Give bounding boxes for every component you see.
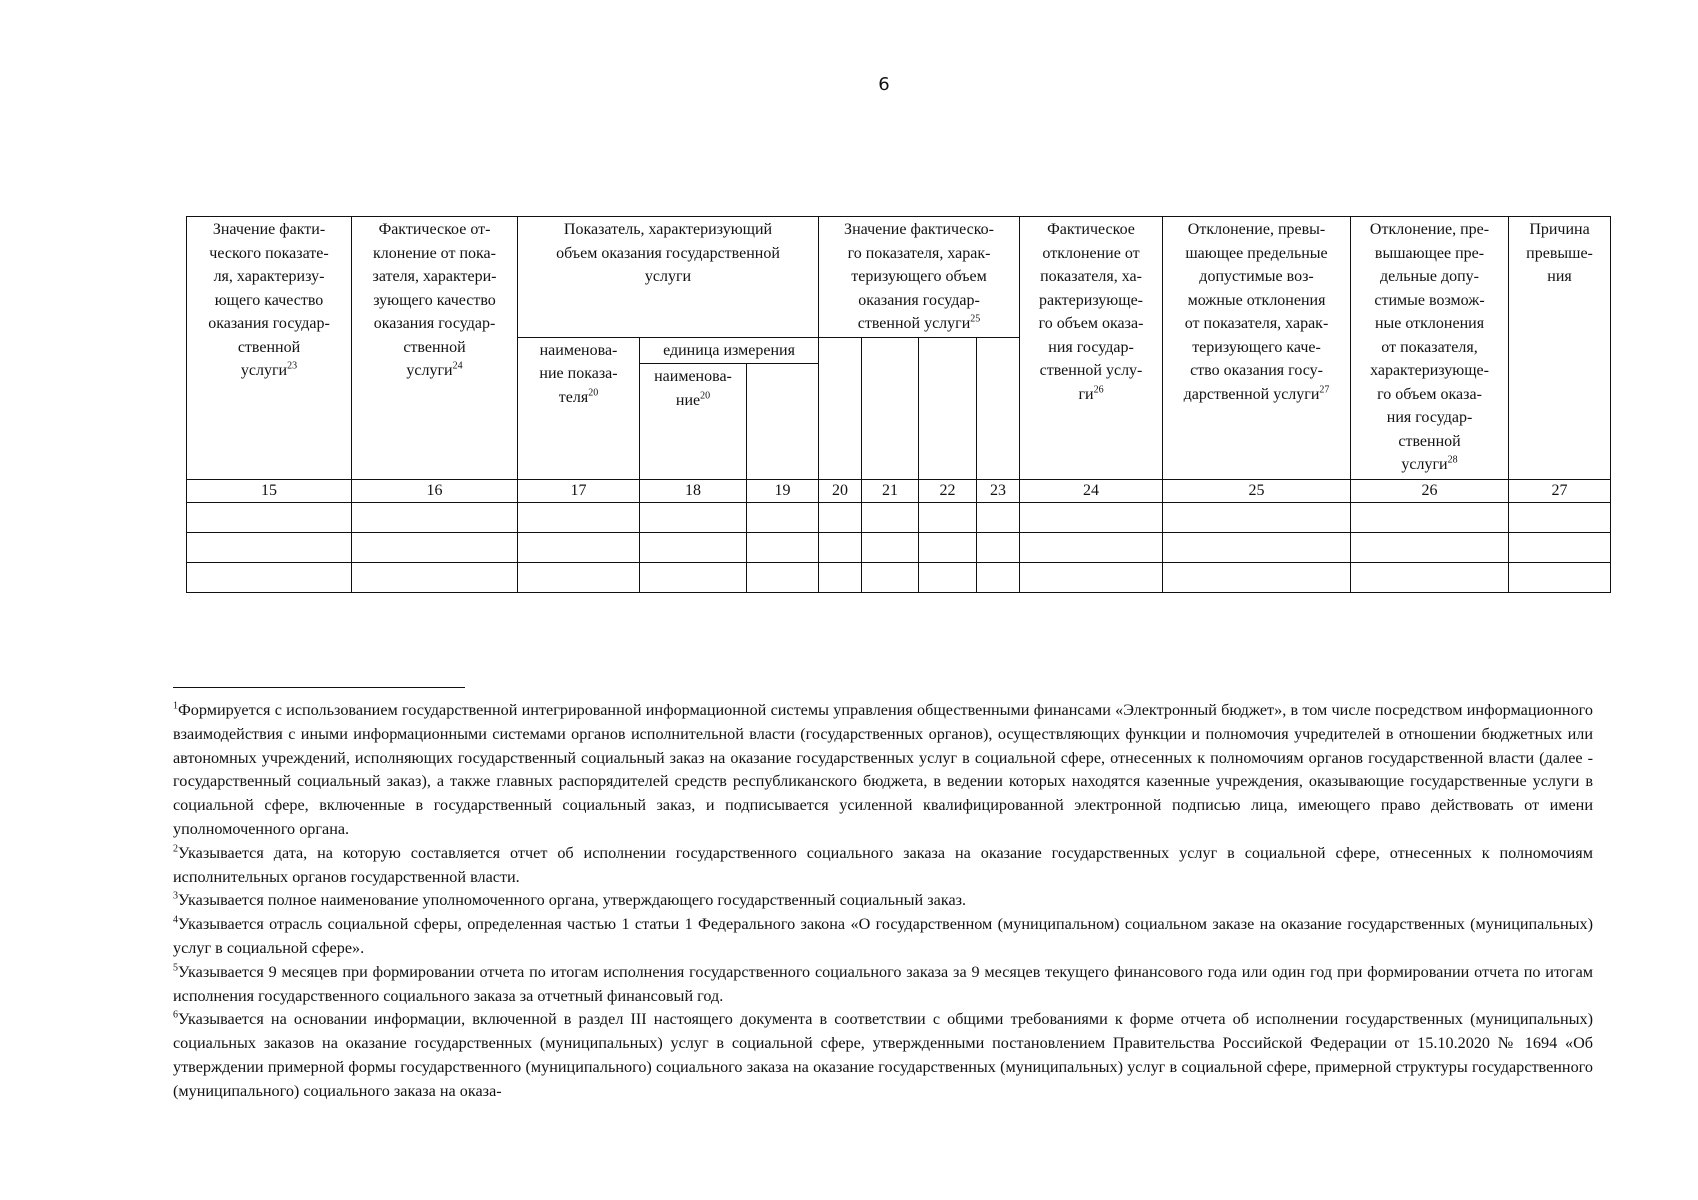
header-col16 [352,217,518,480]
header-col24 [1020,217,1163,480]
table-cell [187,503,352,533]
header-col23 [977,337,1020,480]
header-col15 [187,217,352,480]
table-cell [862,563,919,593]
table-cell [1163,563,1351,593]
table-cell [1351,533,1509,563]
table-cell [640,533,747,563]
header-col26 [1351,217,1509,480]
header-volume-indicator-group: Показатель, характеризующий объем оказания государственной услуги [518,217,819,338]
footnote-2: $^2$Указывается дата, на которую составляется отчет об исполнении государственного социального заказа на оказание государственных услуг в социальной сфере, отнесенных к полномочиям исполнительных органов государственной власти. [173,843,1593,886]
table-cell [1020,503,1163,533]
table-cell [1509,533,1611,563]
table-cell [819,503,862,533]
column-number: 26 [1351,480,1509,503]
table-cell [518,563,640,593]
footnote-4: $^4$Указывается отрасль социальной сферы, определенная частью 1 статьи 1 Федерального закона «О государственном (муниципальном) социальном заказе на оказание государственных (муниципальных) услуг в социальной сфере». [173,914,1593,957]
header-unit-group: единица измерения [640,337,819,364]
table-cell [518,533,640,563]
header-col24-text: Фактическое отклонение от показателя, ха- рактеризующе- го объем оказа- ния государ- ственной услу- $ги^{26}$ [1038,221,1144,403]
table-cell [747,563,819,593]
table-cell [1163,533,1351,563]
column-number: 24 [1020,480,1163,503]
header-col25-text: Отклонение, превы- шающее предельные допустимые воз- можные отклонения от показателя, харак- теризующего каче- ство оказания госу- дарственной услуги$^{27}$ [1183,221,1330,403]
table-row [187,503,1611,533]
footnote-6: $^6$Указывается на основании информации, включенной в раздел III настоящего документа в соответствии с общими требованиями к форме отчета об исполнении государственных (муниципальных) социальных заказов на оказание государственных (муниципальных) услуг в социальной сфере, утвержденными постановлением Правительства Российской Федерации от 15.10.2020 № 1694 «Об утверждении примерной формы государственного (муниципального) социального заказа на оказание государственных (муниципальных) услуг в социальной сфере, примерной структуры государственного (муниципального) социального заказа на оказа- [173,1009,1593,1100]
footnote-1: $^1$Формируется с использованием государственной интегрированной информационной системы управления общественными финансами «Электронный бюджет», в том числе посредством информационного взаимодействия с иными информационными системами органов исполнительной власти (государственных органов), осуществляющих функции и полномочия учредителей в отношении бюджетных или автономных учреждений, исполняющих государственный социальный заказ на оказание государственных услуг в социальной сфере, отнесенных к полномочиям органов государственной власти (далее - государственный социальный заказ), а также главных распорядителей средств республиканского бюджета, в ведении которых находятся казенные учреждения, оказывающие государственные услуги в социальной сфере, включенные в государственный социальный заказ, и подписывается усиленной квалифицированной электронной подписью лица, имеющего право действовать от имени уполномоченного органа. [173,700,1593,838]
column-number: 21 [862,480,919,503]
column-number: 20 [819,480,862,503]
column-number: 18 [640,480,747,503]
table-cell [919,533,977,563]
table-cell [747,533,819,563]
table-cell [1020,563,1163,593]
table-cell [1509,563,1611,593]
header-volume-actual-text: Значение фактическо- го показателя, харак- теризующего объем оказания государ- ственной услуги$^{25}$ [844,221,994,332]
header-col27: Причина превыше- ния [1509,217,1611,480]
table-cell [862,503,919,533]
table-cell [352,563,518,593]
table-cell [977,533,1020,563]
header-col18 [640,364,747,480]
table-cell [187,533,352,563]
table-cell [862,533,919,563]
table-cell [187,563,352,593]
header-col21 [862,337,919,480]
table-cell [1509,503,1611,533]
header-col17 [518,337,640,480]
column-number: 17 [518,480,640,503]
header-col16-text: Фактическое от- клонение от пока- зателя, характери- зующего качество оказания государ- ственной услуги$^{24}$ [372,221,497,379]
header-col25 [1163,217,1351,480]
table-cell [747,503,819,533]
header-col19 [747,364,819,480]
table-cell [977,563,1020,593]
header-col17-text: наименова- ние показа- теля$^{20}$ [539,341,618,406]
table-cell [977,503,1020,533]
table-row [187,563,1611,593]
footnote-divider [173,687,465,688]
table-cell [640,563,747,593]
table-cell [1020,533,1163,563]
table-cell [352,533,518,563]
table-cell [640,503,747,533]
table-row [187,533,1611,563]
page-number: 6 [878,74,890,95]
header-col20 [819,337,862,480]
column-number: 19 [747,480,819,503]
column-number: 27 [1509,480,1611,503]
table-cell [352,503,518,533]
table-cell [1351,563,1509,593]
table-cell [1351,503,1509,533]
header-col22 [919,337,977,480]
column-number: 15 [187,480,352,503]
footnote-5: $^5$Указывается 9 месяцев при формировании отчета по итогам исполнения государственного социального заказа за 9 месяцев текущего финансового года или один год при формировании отчета по итогам исполнения государственного социального заказа за отчетный финансовый год. [173,962,1593,1005]
table-cell [518,503,640,533]
column-number: 25 [1163,480,1351,503]
header-col15-text: Значение факти- ческого показате- ля, характеризу- ющего качество оказания государ- ственной услуги$^{23}$ [208,221,330,379]
table-cell [819,533,862,563]
footnotes [173,699,1593,1104]
table-cell [919,503,977,533]
header-col26-text: Отклонение, пре- вышающее пре- дельные допу- стимые возмож- ные отклонения от показателя, характеризующе- го объем оказа- ния государ- ственной услуги$^{28}$ [1369,221,1490,473]
table-cell [819,563,862,593]
column-number: 22 [919,480,977,503]
footnote-3: $^3$Указывается полное наименование уполномоченного органа, утверждающего государственный социальный заказ. [173,890,967,910]
header-col18-text: наименова- ние$^{20}$ [654,368,732,409]
column-number: 16 [352,480,518,503]
header-volume-actual-group [819,217,1020,338]
column-number: 23 [977,480,1020,503]
column-number-row [187,480,1611,503]
report-table [186,216,1611,593]
table-cell [919,563,977,593]
table-cell [1163,503,1351,533]
